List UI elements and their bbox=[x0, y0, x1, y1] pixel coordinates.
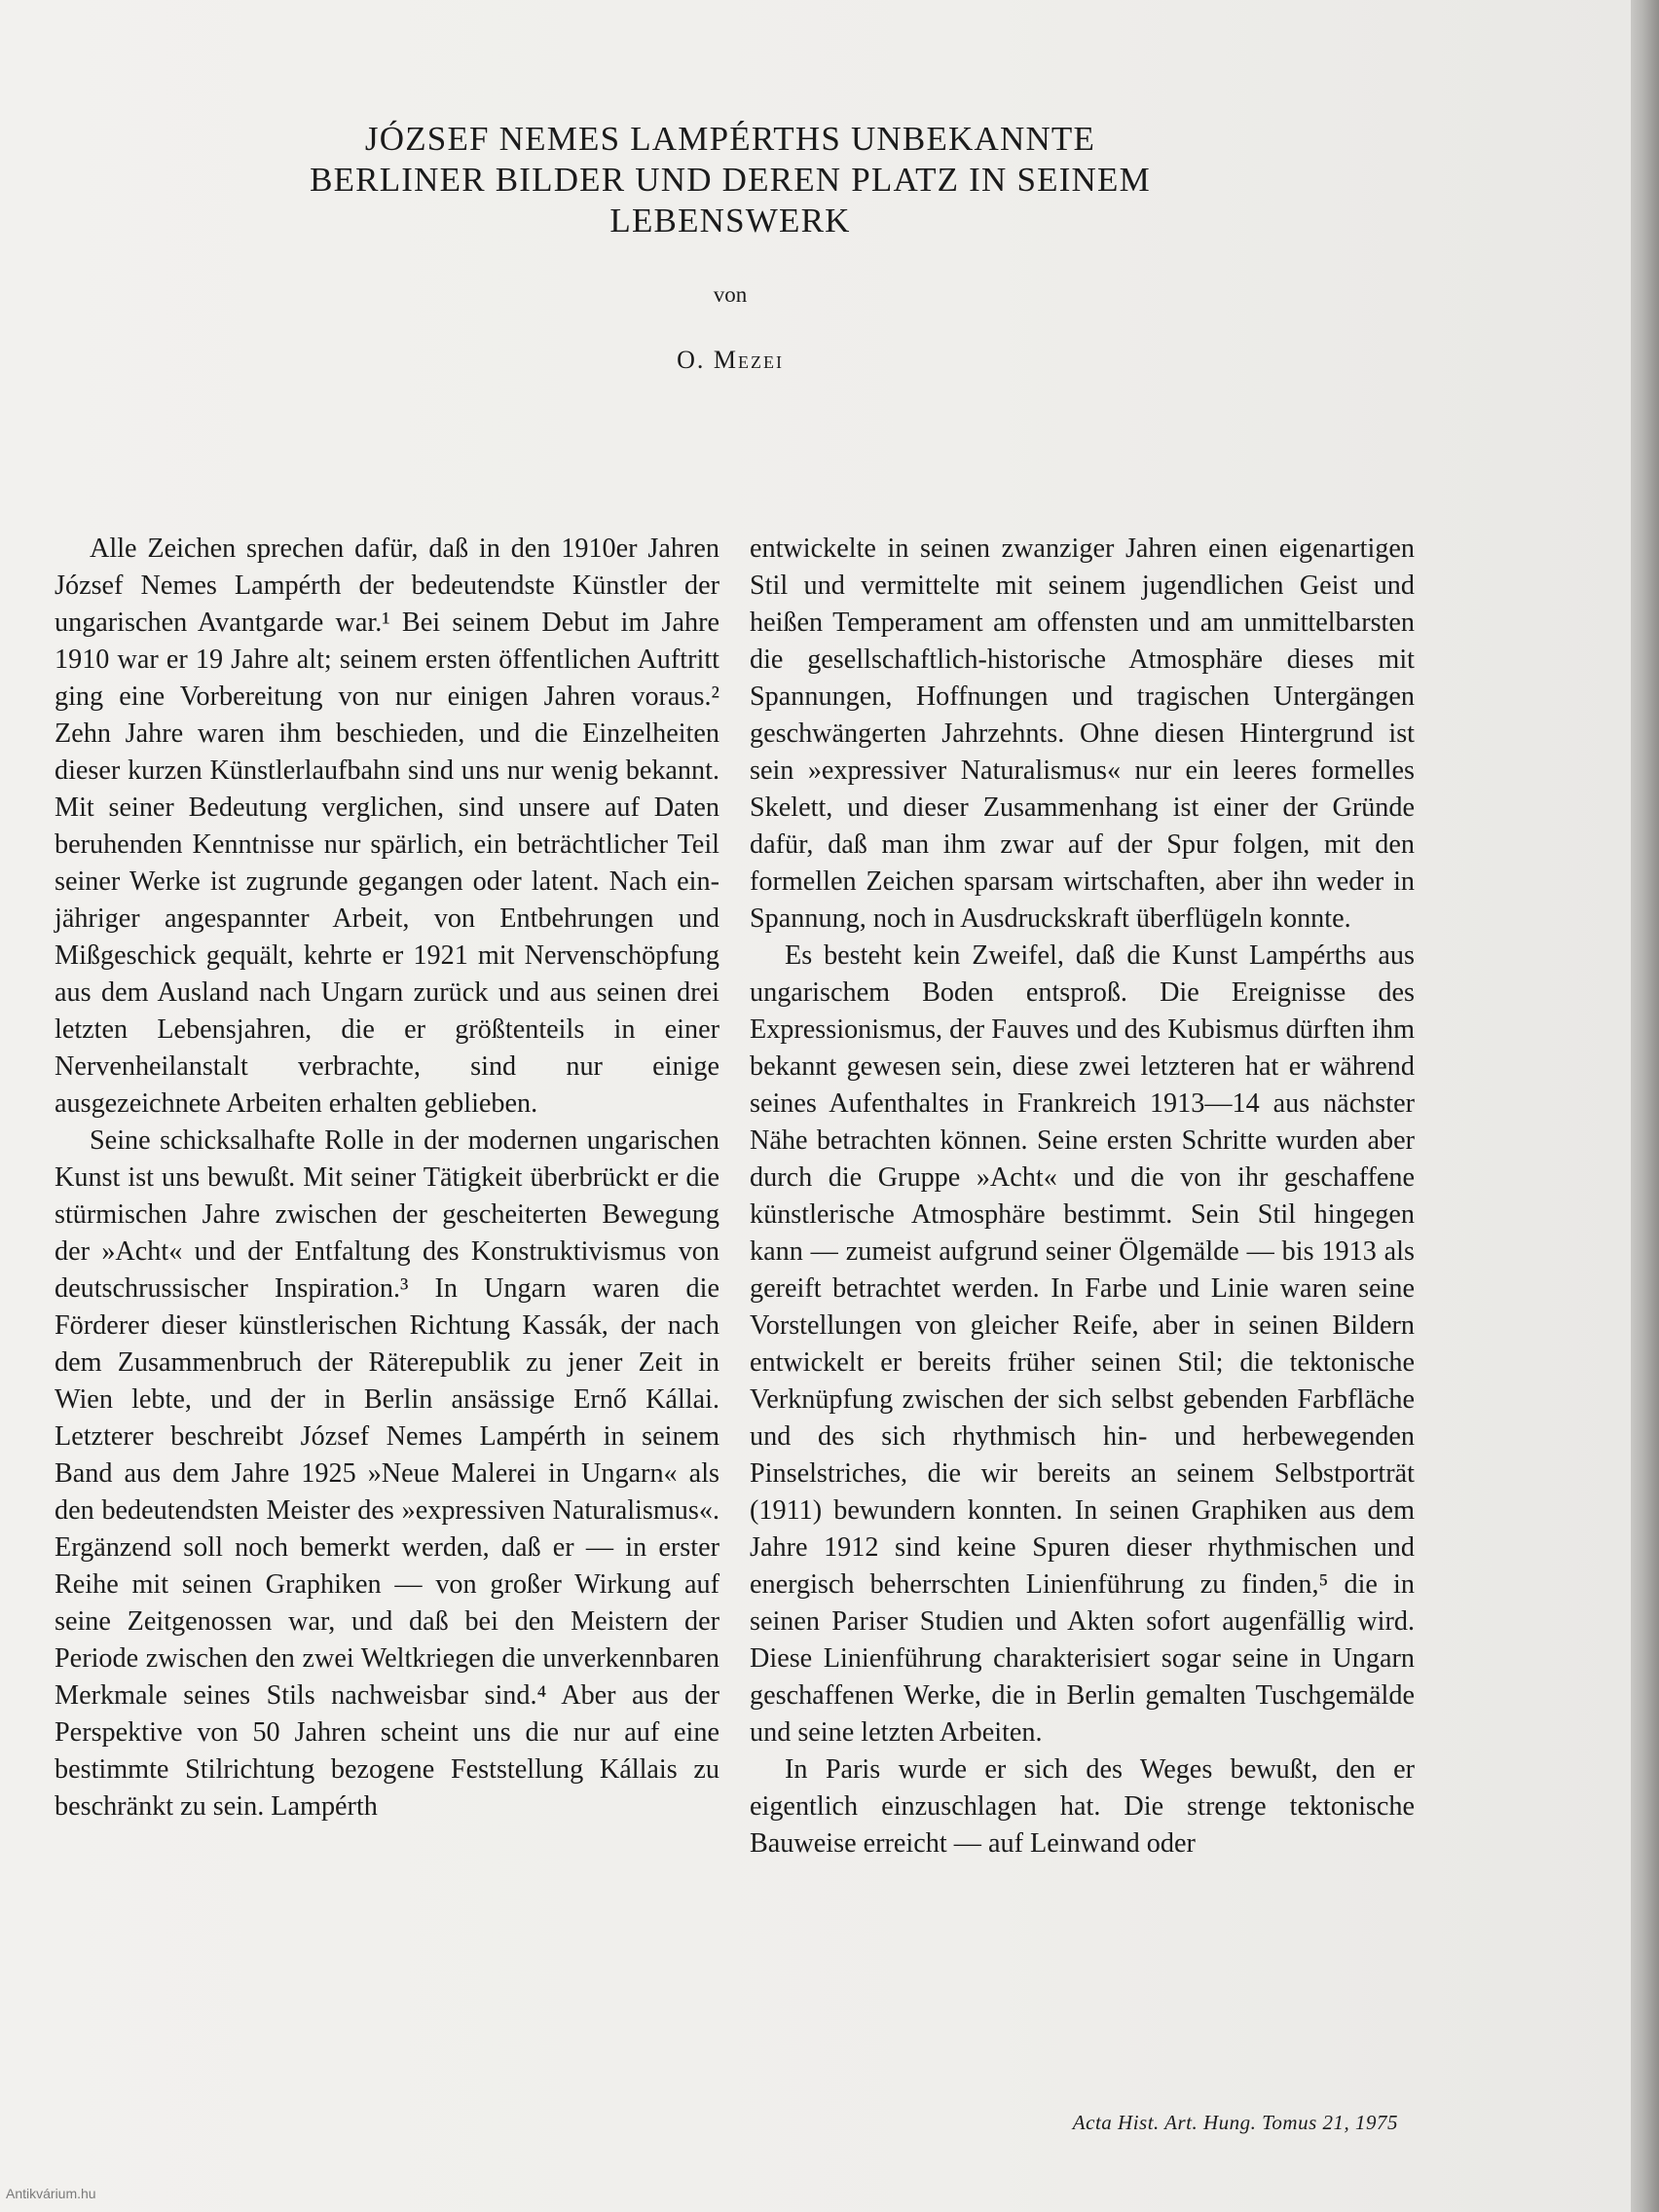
title-line-3: LEBENSWERK bbox=[609, 202, 851, 240]
journal-footer: Acta Hist. Art. Hung. Tomus 21, 1975 bbox=[1072, 2111, 1398, 2134]
paragraph: In Paris wurde er sich des Weges bewußt, den er eigentlich einzuschlagen hat. Die strenge tektonische Bauweise erreicht — auf Leinwand oder bbox=[750, 1754, 1415, 1859]
paragraph: Alle Zeichen sprechen dafür, daß in den 1910er Jahren József Nemes Lampérth der bedeutendste Künstler der ungarischen Avantgarde war.¹ Bei seinem Debut im Jahre 1910 war er 19 Jahre alt; seinem ersten öffentlichen Auftritt ging eine Vorbereitung von nur einigen Jahren voraus.² Zehn Jahre waren ihm beschieden, und die Einzelheiten dieser kurzen Künstlerlaufbahn sind uns nur wenig bekannt. Mit seiner Bedeutung verglichen, sind unsere auf Daten beruhenden Kenntnisse nur spärlich, ein beträchtlicher Teil seiner Werke ist zugrunde gegangen oder latent. Nach einjähriger angespannter Arbeit, von Entbehrungen und Mißgeschick gequält, kehrte er 1921 mit Nervenschöpfung aus dem Ausland nach Ungarn zurück und aus seinen drei letzten Lebensjahren, die er größtenteils in einer Nervenheilanstalt verbrachte, sind nur einige ausgezeichnete Arbeiten erhalten geblieben. bbox=[55, 534, 719, 1119]
title-line-2: BERLINER BILDER UND DEREN PLATZ IN SEINEM bbox=[310, 161, 1151, 199]
author-name: O. Mezei bbox=[677, 346, 784, 374]
left-column bbox=[55, 531, 719, 1825]
paragraph: Seine schicksalhafte Rolle in der modernen ungarischen Kunst ist uns bewußt. Mit seiner Tätigkeit überbrückt er die stürmischen Jahre zwischen der gescheiterten Bewegung der »Acht« und der Entfaltung des Konstruktivismus von deutschrussischer Inspiration.³ In Ungarn waren die Förderer dieser künstlerischen Richtung Kassák, der nach dem Zusammenbruch der Räterepublik zu jener Zeit in Wien lebte, und der in Berlin ansässige Ernő Kállai. Letzterer beschreibt József Nemes Lampérth in seinem Band aus dem Jahre 1925 »Neue Malerei in Ungarn« als den bedeutendsten Meister des »expressiven Naturalismus«. Ergänzend soll noch bemerkt werden, daß er — in erster Reihe mit seinen Graphiken — von großer Wirkung auf seine Zeitgenossen war, und daß bei den Meistern der Periode zwischen den zwei Weltkriegen die unverkennbaren Merkmale seines Stils nachweisbar sind.⁴ Aber aus der Perspektive von 50 Jahren scheint uns die nur auf eine bestimmte Stilrichtung bezogene Feststellung Kállais zu beschränkt zu sein. Lampérth bbox=[55, 1125, 719, 1822]
byline-von: von bbox=[713, 282, 748, 307]
page-edge bbox=[1631, 0, 1659, 2212]
title-line-1: JÓZSEF NEMES LAMPÉRTHS UNBEKANNTE bbox=[364, 120, 1096, 158]
right-column bbox=[750, 531, 1415, 1862]
paragraph: Es besteht kein Zweifel, daß die Kunst Lampérths aus ungarischem Boden entsproß. Die Ereignisse des Expressionismus, der Fauves und des Kubismus dürften ihm bekannt gewesen sein, diese zwei letzteren hat er während seines Aufenthaltes in Frankreich 1913—14 aus nächster Nähe betrachten können. Seine ersten Schritte wurden aber durch die Gruppe »Acht« und die von ihr geschaffene künstlerische Atmosphäre bestimmt. Sein Stil hingegen kann — zumeist aufgrund seiner Ölgemälde — bis 1913 als gereift betrachtet werden. In Farbe und Linie waren seine Vorstellungen von gleicher Reife, aber in seinen Bildern entwickelt er bereits früher seinen Stil; die tektonische Verknüpfung zwischen der sich selbst gebenden Farbfläche und des sich rhythmisch hin- und herbewegenden Pinselstriches, die wir bereits an seinem Selbstporträt (1911) bewundern konnten. In seinen Graphiken aus dem Jahre 1912 sind keine Spuren dieser rhythmischen und energisch beherrschten Linienführung zu finden,⁵ die in seinen Pariser Studien und Akten sofort augenfällig wird. Diese Linienführung charakterisiert sogar seine in Ungarn geschaffenen Werke, die in Berlin gemalten Tuschgemälde und seine letzten Arbeiten. bbox=[750, 940, 1415, 1748]
watermark: Antikvárium.hu bbox=[6, 2186, 96, 2201]
article-title bbox=[156, 119, 1305, 241]
paragraph: entwickelte in seinen zwanziger Jahren einen eigenartigen Stil und vermittelte mit seinem jugendlichen Geist und heißen Temperament am offensten und am unmittelbarsten die gesellschaftlich-historische Atmosphäre dieses mit Spannungen, Hoffnungen und tragischen Untergängen geschwängerten Jahrzehnts. Ohne diesen Hintergrund ist sein »expressiver Naturalismus« nur ein leeres formelles Skelett, und dieser Zusammenhang ist einer der Gründe dafür, daß man ihm zwar auf der Spur folgen, mit den formellen Zeichen sparsam wirtschaften, aber ihn weder in Spannung, noch in Ausdruckskraft überflügeln konnte. bbox=[750, 534, 1415, 934]
